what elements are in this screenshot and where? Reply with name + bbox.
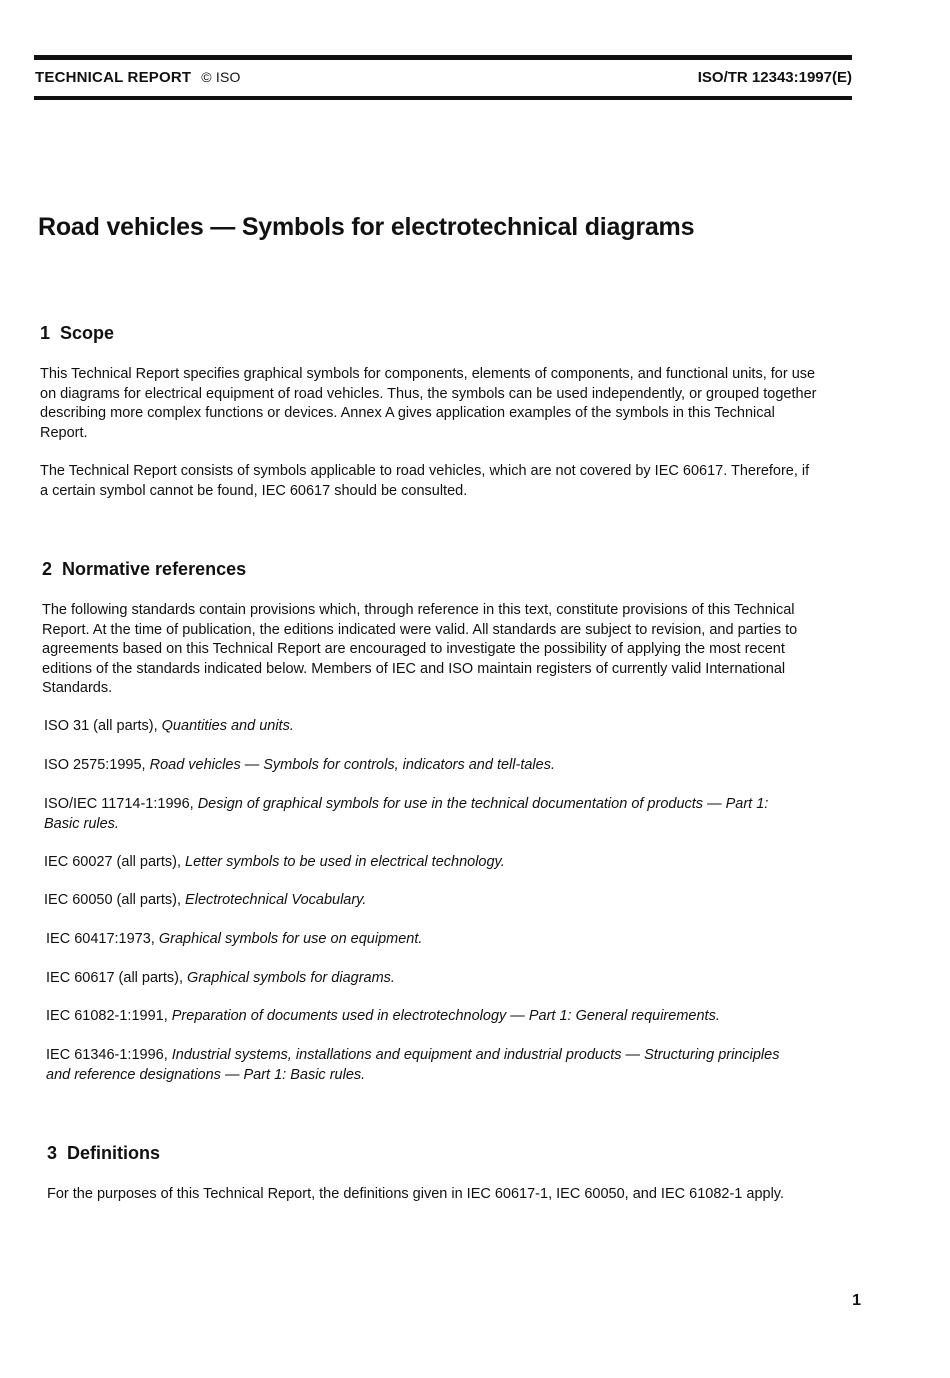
reference-title: Graphical symbols for diagrams. [187,970,395,986]
paragraph-text: This Technical Report specifies graphical symbols for components, elements of components, and functional units, for use on diagrams for electrical equipment of road vehicles. Thus, the symbols can be used independently, or grouped together describing more complex functions or devices. Annex A gives application examples of the symbols in this Technical Report. [40,366,817,441]
section-heading-scope [40,323,114,344]
reference-item [46,930,826,950]
section-title: Definitions [67,1143,161,1163]
reference-title: Letter symbols to be used in electrical technology. [185,854,505,870]
reference-code: ISO 31 (all parts), [44,718,162,734]
reference-title: Graphical symbols for use on equipment. [158,931,423,947]
copyright-label: © ISO [201,69,241,85]
reference-item [46,969,826,989]
reference-code: IEC 61082-1:1991, [46,1008,172,1024]
definitions-paragraph [47,1185,847,1205]
reference-title: Quantities and units. [161,718,294,734]
section-number: 2 [42,559,53,579]
reference-code: IEC 60050 (all parts), [44,892,186,908]
section-number: 3 [47,1143,58,1163]
reference-title: Industrial systems, installations and equipment and industrial products — Structuring principles and reference designations — Part 1: Basic rules. [46,1047,780,1083]
reference-code: IEC 61346-1:1996, [46,1047,172,1063]
paragraph-text: The following standards contain provisions which, through reference in this text, constitute provisions of this Technical Report. At the time of publication, the editions indicated were valid. All standards are subject to revision, and parties to agreements based on this Technical Report are encouraged to investigate the possibility of applying the most recent editions of the standards indicated below. Members of IEC and ISO maintain registers of currently valid International Standards. [42,602,798,696]
reference-item [44,795,804,834]
section-heading-definitions [47,1143,160,1164]
document-title: Road vehicles — Symbols for electrotechnical diagrams [38,213,695,241]
reference-code: IEC 60417:1973, [46,931,159,947]
reference-code: IEC 60617 (all parts), [46,970,188,986]
section-number: 1 [40,323,51,343]
reference-title: Road vehicles — Symbols for controls, indicators and tell-tales. [149,757,555,773]
reference-code: ISO 2575:1995, [44,757,150,773]
report-type-label: TECHNICAL REPORT [35,69,192,86]
reference-item [44,853,824,873]
reference-item [44,756,824,776]
section-title: Normative references [62,559,247,579]
document-number: ISO/TR 12343:1997(E) [697,69,852,86]
paragraph-text: The Technical Report consists of symbols applicable to road vehicles, which are not covered by IEC 60617. Therefore, if a certain symbol cannot be found, IEC 60617 should be consulted. [40,463,810,499]
reference-code: ISO/IEC 11714-1:1996, [44,796,198,812]
reference-item [44,717,824,737]
reference-item [44,891,824,911]
header-top-rule [34,55,852,60]
page-number: 1 [852,1292,861,1309]
header-bottom-rule [34,96,852,100]
reference-title: Preparation of documents used in electrotechnology — Part 1: General requirements. [171,1008,720,1024]
reference-title: Design of graphical symbols for use in the technical documentation of products — Part 1: Basic rules. [44,796,769,832]
scope-paragraph-2 [40,462,820,501]
header-left [35,69,241,86]
paragraph-text: For the purposes of this Technical Report, the definitions given in IEC 60617-1, IEC 60050, and IEC 61082-1 apply. [47,1186,784,1202]
reference-item [46,1046,791,1085]
normative-references-intro [42,601,817,699]
reference-item [46,1007,846,1027]
reference-code: IEC 60027 (all parts), [44,854,186,870]
section-heading-normative-references [42,559,246,580]
reference-title: Electrotechnical Vocabulary. [185,892,367,908]
scope-paragraph-1 [40,365,820,443]
section-title: Scope [60,323,115,343]
